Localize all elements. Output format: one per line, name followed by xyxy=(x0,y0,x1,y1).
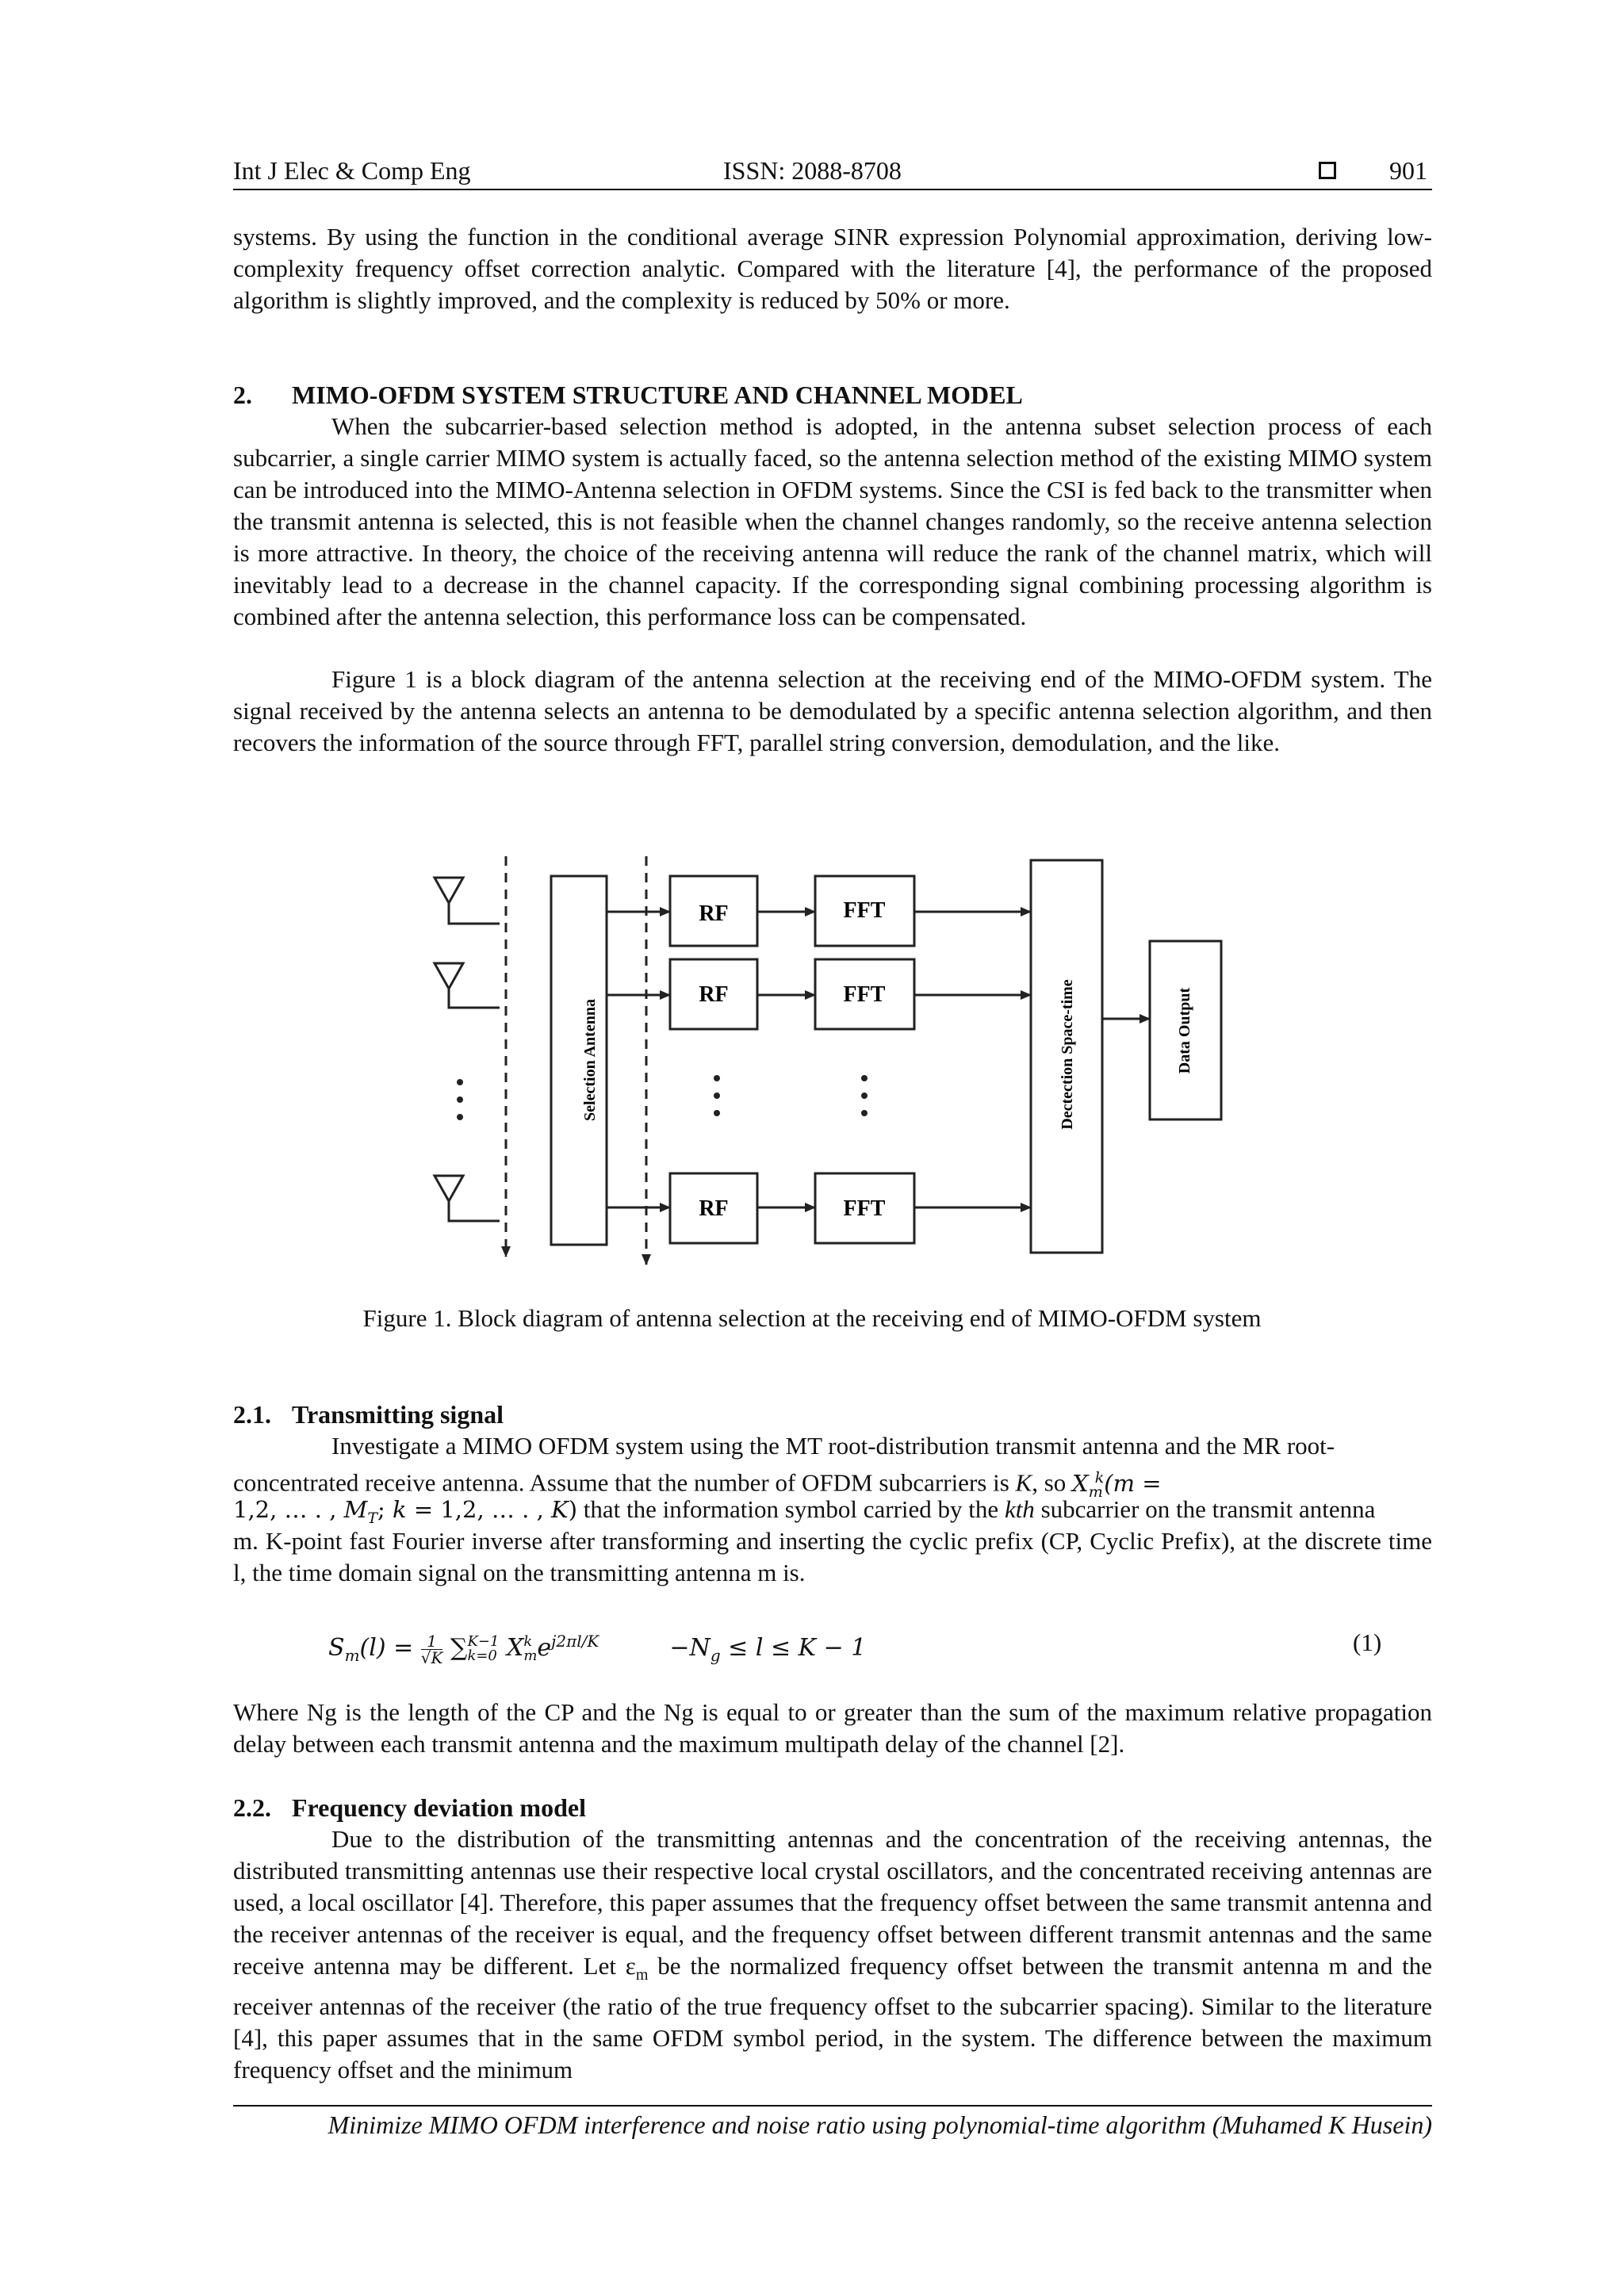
math-var-k: K xyxy=(1015,1468,1032,1497)
detection-label: Dectection Space-time xyxy=(1059,979,1076,1130)
running-header-journal: Int J Elec & Comp Eng xyxy=(233,156,471,185)
section-title: MIMO-OFDM SYSTEM STRUCTURE AND CHANNEL MODEL xyxy=(292,381,1023,409)
fft-label: FFT xyxy=(843,898,886,923)
section-title: Transmitting signal xyxy=(292,1400,504,1429)
text-fragment: , so xyxy=(1032,1468,1067,1497)
section-2-paragraph-2: Figure 1 is a block diagram of the antenna selection at the receiving end of the MIMO-OFDM system. The signal received by the antenna selects an antenna to be demodulated by a specific antenna selection algorithm, and then recovers the information of the source through FFT, parallel string conversion, demodulation, and the like. xyxy=(233,665,1432,756)
section-2-2-heading xyxy=(233,1792,586,1823)
ellipsis-icon xyxy=(457,1079,463,1120)
section-2-1-after-equation: Where Ng is the length of the CP and the Ng is equal to or greater than the sum of the maximum relative propagation delay between each transmit antenna and the maximum multipath delay of the channel [2]. xyxy=(233,1698,1432,1758)
section-2-1-paragraph-rest: m. K-point fast Fourier inverse after transforming and inserting the cyclic prefix (CP, Cyclic Prefix), at the discrete time l, the time domain signal on the transmitting antenna m is. xyxy=(233,1527,1432,1586)
subscript: m xyxy=(635,1966,649,1984)
rf-label: RF xyxy=(699,982,729,1007)
rf-label: RF xyxy=(699,1196,729,1221)
selection-antenna-label: Selection Antenna xyxy=(581,999,599,1121)
antenna-icon xyxy=(435,1176,500,1221)
page-number: 901 xyxy=(1389,156,1427,185)
section-2-1-heading xyxy=(233,1399,504,1430)
section-2-heading xyxy=(233,379,1023,411)
fft-label: FFT xyxy=(843,982,886,1007)
section-2-paragraph-1: When the subcarrier-based selection method is adopted, in the antenna subset selection process of each subcarrier, a single carrier MIMO system is actually faced, so the antenna selection method of the existing MIMO system can be introduced into the MIMO-Antenna selection in OFDM systems. Since the CSI is fed back to the transmitter when the transmit antenna is selected, this is not feasible when the channel changes randomly, so the receive antenna selection is more attractive. In theory, the choice of the receiving antenna will reduce the rank of the channel matrix, which will inevitably lead to a decrease in the channel capacity. If the corresponding signal combining processing algorithm is combined after the antenna selection, this performance loss can be compensated. xyxy=(233,412,1432,630)
footer-rule xyxy=(233,2105,1432,2107)
antenna-icon xyxy=(435,963,500,1008)
text-fragment: concentrated receive antenna. Assume that the number of OFDM subcarriers is xyxy=(233,1468,1009,1497)
section-number: 2. xyxy=(233,381,252,409)
text-fragment: that the information symbol carried by the xyxy=(583,1495,999,1523)
figure-1-block-diagram xyxy=(428,852,1249,1272)
text-fragment: subcarrier on the transmit antenna xyxy=(1040,1495,1376,1523)
section-2-1-line-1: Investigate a MIMO OFDM system using the MT root-distribution transmit antenna and the MR root- xyxy=(331,1432,1335,1460)
signal-chain-row-1 xyxy=(607,876,1031,946)
running-header-issn: ISSN: 2088-8708 xyxy=(723,156,902,185)
running-footer: Minimize MIMO OFDM interference and noise ratio using polynomial-time algorithm (Muhamed K Husein) xyxy=(327,2110,1432,2139)
antenna-icon xyxy=(435,878,500,924)
intro-paragraph: systems. By using the function in the conditional average SINR expression Polynomial approximation, deriving low-complexity frequency offset correction analytic. Compared with the literature [4], the performance of the proposed algorithm is slightly improved, and the complexity is reduced by 50% or more. xyxy=(233,223,1432,314)
square-bullet-icon xyxy=(1319,162,1336,179)
equation-number: (1) xyxy=(1353,1628,1382,1656)
section-number: 2.2. xyxy=(233,1793,271,1822)
section-2-2-paragraph xyxy=(233,1823,1432,2086)
figure-1-caption: Figure 1. Block diagram of antenna selection at the receiving end of MIMO-OFDM system xyxy=(362,1304,1262,1332)
section-number: 2.1. xyxy=(233,1400,271,1429)
text-fragment: be the normalized frequency offset between the transmit antenna m and the receiver antennas of the receiver (the ratio of the true frequency offset to the subcarrier spacing). Similar to the literature [4], this paper assumes that in the same OFDM symbol period, in the system. The difference between the maximum frequency offset and the minimum xyxy=(233,1952,1432,2084)
signal-chain-row-2 xyxy=(607,959,1031,1029)
inline-math: $X_m^k(m$ = xyxy=(1072,1469,1162,1501)
rf-label: RF xyxy=(699,901,729,926)
fft-label: FFT xyxy=(843,1196,886,1221)
ellipsis-icon xyxy=(714,1075,720,1116)
ellipsis-icon xyxy=(861,1075,868,1116)
data-output-label: Data Output xyxy=(1176,987,1193,1074)
header-rule xyxy=(233,189,1432,190)
text-fragment: kth xyxy=(1004,1495,1035,1523)
section-title: Frequency deviation model xyxy=(292,1793,586,1822)
equation-1: $S_m(l)$ = $\frac{1}{√K}$ ∑ K−1 k=0 X k m $e^{j2\pi l/K} -N_g \le l \le K - 1$ xyxy=(328,1631,867,1667)
inline-math: 1,2, … . , $M_T$; k = 1,2, … . , K) xyxy=(233,1496,578,1527)
signal-chain-row-3 xyxy=(607,1173,1031,1243)
text-fragment: Due to the distribution of the transmitting antennas and the concentration of the receiving antennas, the distributed transmitting antennas use their respective local crystal oscillators, and the concentrated receiving antennas are used, a local oscillator [4]. Therefore, this paper assumes that the frequency offset between the same transmit antenna and the receiver antennas of the receiver is equal, and the frequency offset between different transmit antennas and the same receive antenna may be different. Let ε xyxy=(233,1825,1432,1980)
